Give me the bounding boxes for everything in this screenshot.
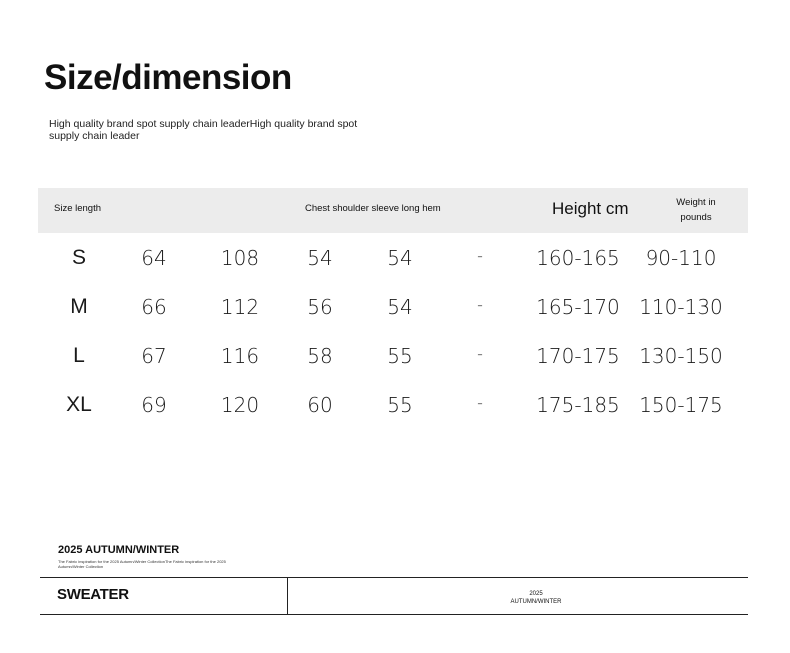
cell-size: XL [66, 393, 92, 416]
footer-divider-vertical [287, 577, 288, 615]
cell-sleeve: 54 [387, 295, 413, 319]
cell-length: 67 [141, 344, 167, 368]
cell-height: 165-170 [536, 295, 620, 319]
header-chest-group: Chest shoulder sleeve long hem [305, 203, 441, 214]
header-size-length: Size length [54, 203, 102, 214]
cell-sleeve: 54 [387, 246, 413, 270]
cell-chest: 120 [220, 393, 260, 417]
product-label: SWEATER [57, 586, 129, 603]
cell-hem: - [477, 295, 483, 314]
table-row [0, 393, 790, 423]
footer-collection-name: AUTUMN/WINTER [510, 599, 562, 605]
table-row [0, 295, 790, 325]
footer-divider-bottom [40, 614, 748, 615]
header-weight: Weight in pounds [676, 197, 716, 223]
subtitle: High quality brand spot supply chain leaderHigh quality brand spot supply chain leader [49, 118, 358, 142]
cell-size: L [73, 344, 85, 367]
cell-hem: - [477, 393, 483, 412]
cell-length: 69 [141, 393, 167, 417]
season-label: 2025 AUTUMN/WINTER [58, 544, 180, 556]
cell-chest: 112 [220, 295, 260, 319]
cell-height: 160-165 [536, 246, 620, 270]
cell-hem: - [477, 246, 483, 265]
season-description: The Fabric inspiration for the 2025 Autumn/Winter CollectionThe Fabric inspiration for the 2025 Autumn/Winter Collection [58, 559, 226, 569]
cell-shoulder: 60 [307, 393, 333, 417]
footer-collection [496, 590, 576, 606]
cell-length: 64 [141, 246, 167, 270]
cell-weight: 130-150 [639, 344, 723, 368]
cell-shoulder: 58 [307, 344, 333, 368]
cell-height: 170-175 [536, 344, 620, 368]
table-row [0, 246, 790, 276]
footer-divider-top [40, 577, 748, 578]
cell-chest: 116 [220, 344, 260, 368]
cell-shoulder: 56 [307, 295, 333, 319]
cell-size: M [70, 295, 88, 318]
cell-height: 175-185 [536, 393, 620, 417]
cell-size: S [71, 246, 87, 269]
cell-shoulder: 54 [307, 246, 333, 270]
header-height: Height cm [552, 199, 629, 218]
cell-weight: 90-110 [645, 246, 717, 270]
footer-year: 2025 [529, 591, 543, 597]
cell-length: 66 [141, 295, 167, 319]
cell-weight: 110-130 [639, 295, 723, 319]
cell-sleeve: 55 [387, 393, 413, 417]
cell-hem: - [477, 344, 483, 363]
cell-chest: 108 [220, 246, 260, 270]
cell-sleeve: 55 [387, 344, 413, 368]
table-row [0, 344, 790, 374]
cell-weight: 150-175 [639, 393, 723, 417]
page-title: Size/dimension [44, 58, 292, 97]
